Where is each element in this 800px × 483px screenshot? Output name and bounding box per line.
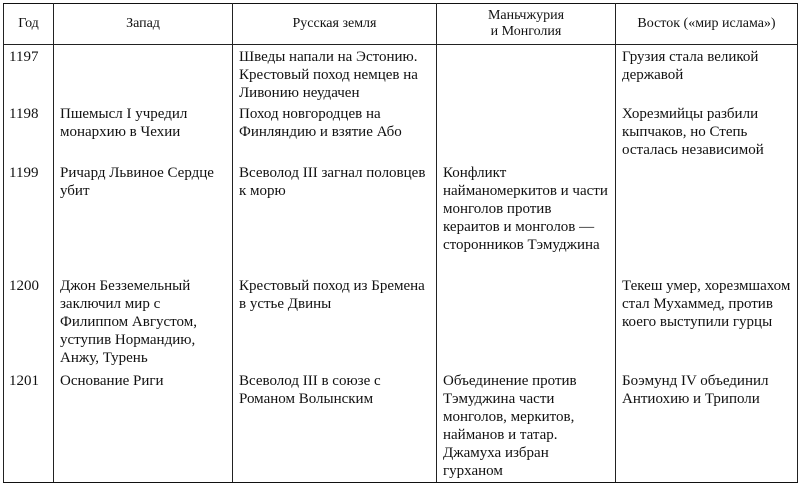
rus-cell: Поход новгородцев на Финляндию и взятие Або (233, 102, 437, 161)
east-cell: Грузия стала великой державой (616, 45, 798, 103)
east-cell: Текеш умер, хорезмшахом стал Мухаммед, против коего выступили гурцы (616, 274, 798, 369)
mongolia-cell (437, 45, 616, 103)
table-row (4, 274, 798, 369)
year-cell: 1201 (4, 369, 54, 483)
rus-cell: Всеволод III загнал половцев к морю (233, 161, 437, 274)
table-row (4, 45, 798, 103)
chronology-table (3, 3, 798, 483)
east-cell: Боэмунд IV объединил Антиохию и Триполи (616, 369, 798, 483)
rus-cell: Всеволод III в союзе с Романом Волынским (233, 369, 437, 483)
header-row (4, 4, 798, 45)
header-east: Восток («мир ислама») (616, 4, 798, 45)
table-row (4, 102, 798, 161)
header-year: Год (4, 4, 54, 45)
west-cell: Основание Риги (54, 369, 233, 483)
rus-cell: Крестовый поход из Бремена в устье Двины (233, 274, 437, 369)
mongolia-cell (437, 274, 616, 369)
year-cell: 1198 (4, 102, 54, 161)
mongolia-cell: Объединение против Тэмуджина части монголов, меркитов, найманов и татар. Джамуха избран гурханом (437, 369, 616, 483)
east-cell: Хорезмийцы разбили кыпчаков, но Степь осталась независимой (616, 102, 798, 161)
table-row (4, 161, 798, 274)
west-cell: Пшемысл I учредил монархию в Чехии (54, 102, 233, 161)
mongolia-cell (437, 102, 616, 161)
year-cell: 1199 (4, 161, 54, 274)
header-west: Запад (54, 4, 233, 45)
year-cell: 1200 (4, 274, 54, 369)
west-cell: Джон Безземельный заключил мир с Филиппом Августом, уступив Нормандию, Анжу, Турень (54, 274, 233, 369)
header-mongolia-line2: и Монголия (490, 24, 562, 39)
table-row (4, 369, 798, 483)
header-rus: Русская земля (233, 4, 437, 45)
east-cell (616, 161, 798, 274)
year-cell: 1197 (4, 45, 54, 103)
mongolia-cell: Конфликт найманомеркитов и части монголов против кераитов и монголов — сторонников Тэмуджина (437, 161, 616, 274)
west-cell: Ричард Львиное Сердце убит (54, 161, 233, 274)
header-mongolia-line1: Маньчжурия (487, 8, 565, 23)
west-cell (54, 45, 233, 103)
header-mongolia (437, 4, 616, 45)
rus-cell: Шведы напали на Эстонию. Крестовый поход немцев на Ливонию неудачен (233, 45, 437, 103)
